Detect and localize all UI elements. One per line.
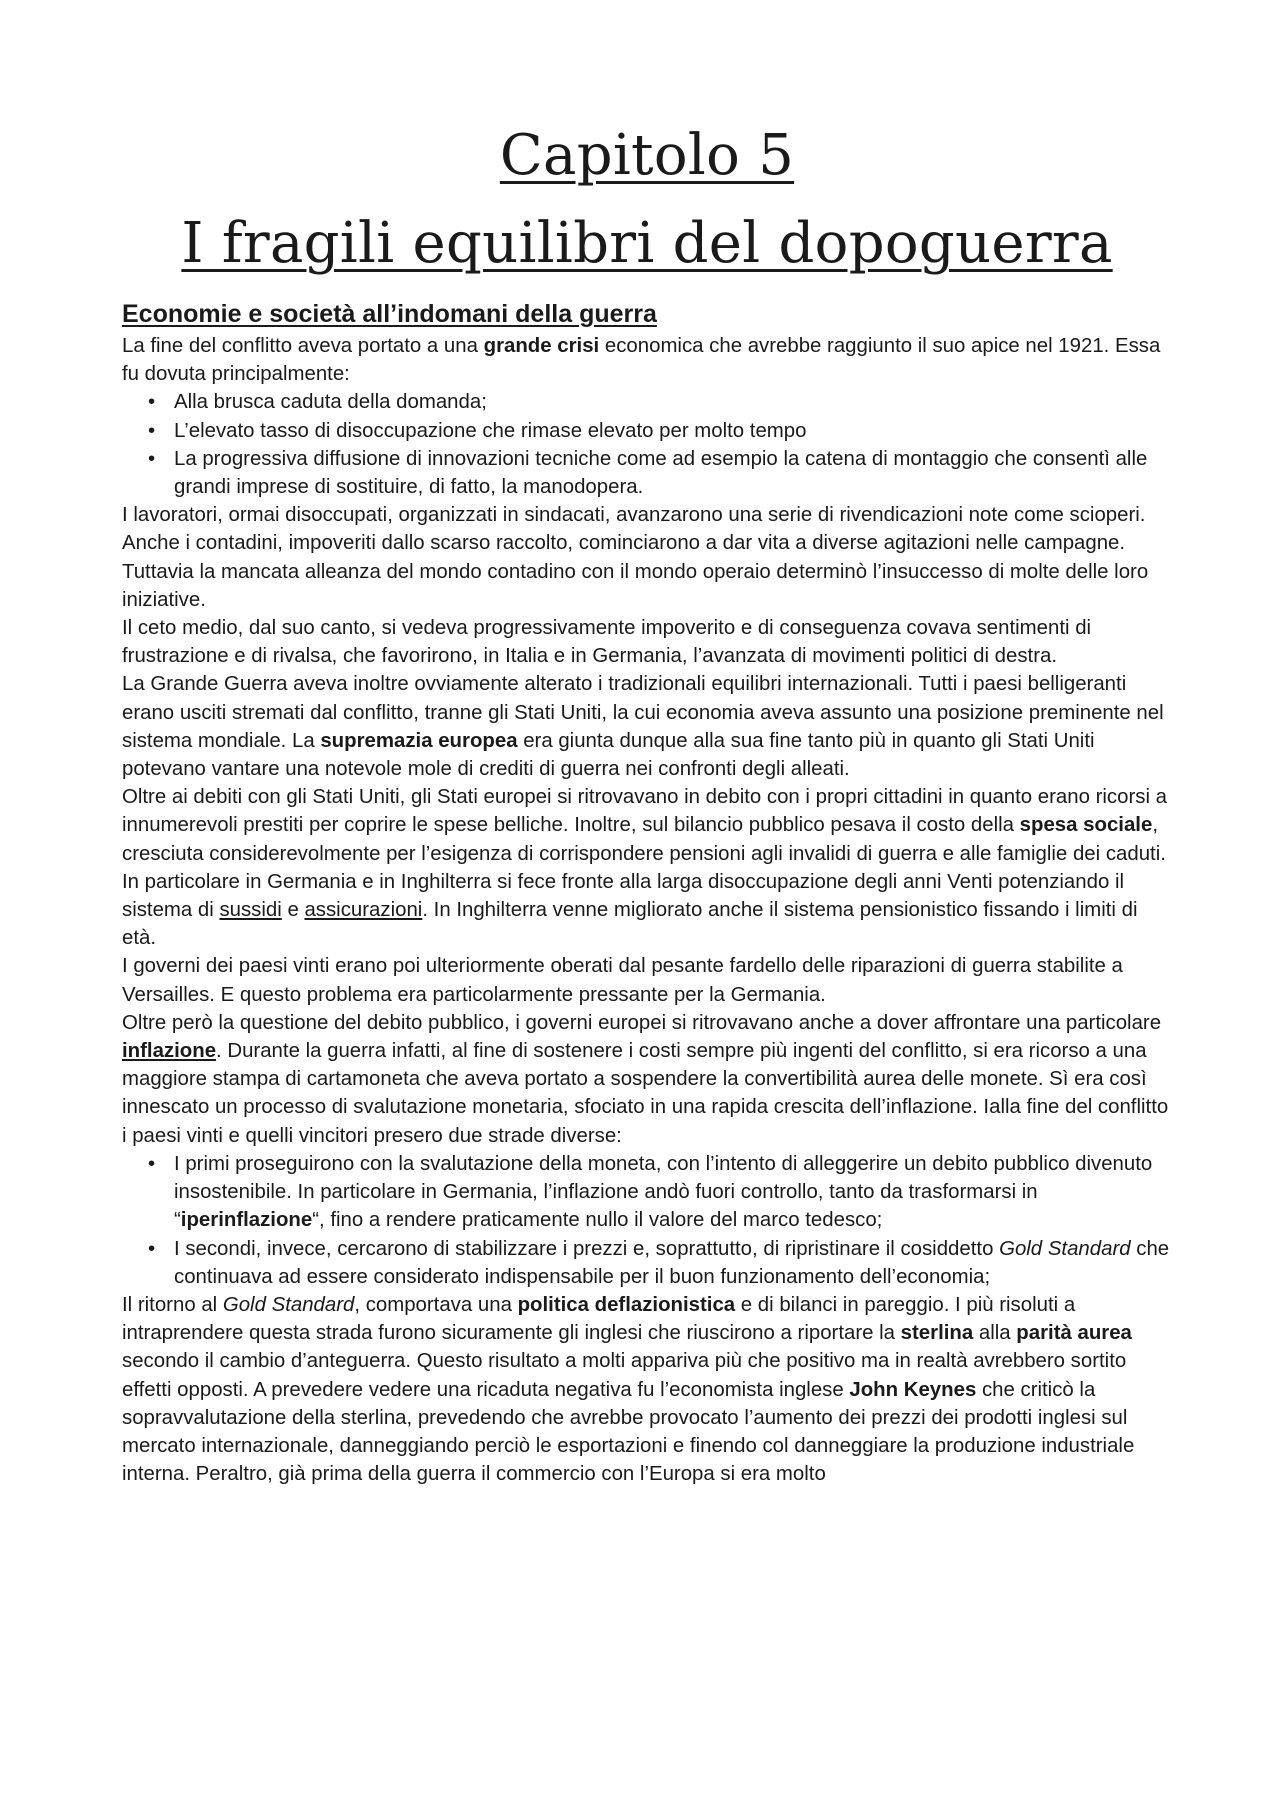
paragraph-7: Oltre però la questione del debito pubblico, i governi europei si ritrovavano anche a dover affrontare una particolare inflazione. Durante la guerra infatti, al fine di sostenere i costi sempre più ingenti del conflitto, si era ricorso a una maggiore stampa di cartamoneta che aveva portato a sospendere la convertibilità aurea delle monete. Sì era così innescato un processo di svalutazione monetaria, sfociato in una rapida crescita dell’inflazione. Ialla fine del conflitto i paesi vinti e quelli vincitori presero due strade diverse:	[122, 1011, 1169, 1147]
chapter-number: Capitolo 5	[499, 123, 795, 188]
paragraph-6: I governi dei paesi vinti erano poi ulteriormente oberati dal pesante fardello delle riparazioni di guerra stabilite a Versailles. E questo problema era particolarmente pressante per la Germania.	[122, 955, 1123, 1006]
list-item: • L’elevato tasso di disoccupazione che rimase elevato per molto tempo	[174, 417, 1172, 445]
paragraph-1: La fine del conflitto aveva portato a una grande crisi economica che avrebbe raggiunto il suo apice nel 1921. Essa fu dovuta principalmente:	[122, 335, 1161, 386]
section-heading: Economie e società all’indomani della guerra	[122, 300, 657, 328]
chapter-subtitle: I fragili equilibri del dopoguerra	[181, 211, 1113, 276]
paragraph-2: I lavoratori, ormai disoccupati, organizzati in sindacati, avanzarono una serie di rivendicazioni note come scioperi. Anche i contadini, impoveriti dallo scarso raccolto, cominciarono a dar vita a diverse agitazioni nelle campagne. Tuttavia la mancata alleanza del mondo contadino con il mondo operaio determinò l’insuccesso di molte delle loro iniziative.	[122, 504, 1149, 611]
bullet-list-2	[122, 1150, 1172, 1291]
paragraph-3: Il ceto medio, dal suo canto, si vedeva progressivamente impoverito e di conseguenza covava sentimenti di frustrazione e di rivalsa, che favorirono, in Italia e in Germania, l’avanzata di movimenti politici di destra.	[122, 617, 1092, 668]
paragraph-4: La Grande Guerra aveva inoltre ovviamente alterato i tradizionali equilibri internazionali. Tutti i paesi belligeranti erano usciti stremati dal conflitto, tranne gli Stati Uniti, la cui economia aveva assunto una posizione preminente nel sistema mondiale. La supremazia europea era giunta dunque alla sua fine tanto più in quanto gli Stati Uniti potevano vantare una notevole mole di crediti di guerra nei confronti degli alleati.	[122, 673, 1164, 781]
bullet-list-1	[122, 388, 1172, 501]
list-item: • Alla brusca caduta della domanda;	[174, 388, 1172, 416]
paragraph-5: Oltre ai debiti con gli Stati Uniti, gli Stati europei si ritrovavano in debito con i propri cittadini in quanto erano ricorsi a innumerevoli prestiti per coprire le spese belliche. Inoltre, sul bilancio pubblico pesava il costo della spesa sociale, cresciuta considerevolmente per l’esigenza di corrispondere pensioni agli invalidi di guerra e alle famiglie dei caduti. In particolare in Germania e in Inghilterra si fece fronte alla larga disoccupazione degli anni Venti potenziando il sistema di sussidi e assicurazioni. In Inghilterra venne migliorato anche il sistema pensionistico fissando i limiti di età.	[122, 786, 1167, 950]
list-item: • La progressiva diffusione di innovazioni tecniche come ad esempio la catena di montaggio che consentì alle grandi imprese di sostituire, di fatto, la manodopera.	[174, 445, 1172, 501]
document-page	[122, 112, 1172, 1488]
paragraph-8: Il ritorno al Gold Standard, comportava una politica deflazionistica e di bilanci in pareggio. I più risoluti a intraprendere questa strada furono sicuramente gli inglesi che riuscirono a riportare la sterlina alla parità aurea secondo il cambio d’anteguerra. Questo risultato a molti appariva più che positivo ma in realtà avrebbero sortito effetti opposti. A prevedere vedere una ricaduta negativa fu l’economista inglese John Keynes che criticò la sopravvalutazione della sterlina, prevedendo che avrebbe provocato l’aumento dei prezzi dei prodotti inglesi sul mercato internazionale, danneggiando perciò le esportazioni e finendo col danneggiare la produzione industriale interna. Peraltro, già prima della guerra il commercio con l’Europa si era molto	[122, 1293, 1135, 1486]
list-item: • I primi proseguirono con la svalutazione della moneta, con l’intento di alleggerire un debito pubblico divenuto insostenibile. In particolare in Germania, l’inflazione andò fuori controllo, tanto da trasformarsi in “iperinflazione“, fino a rendere praticamente nullo il valore del marco tedesco;	[174, 1150, 1172, 1235]
document-body	[122, 332, 1172, 1488]
list-item: • I secondi, invece, cercarono di stabilizzare i prezzi e, soprattutto, di ripristinare il cosiddetto Gold Standard che continuava ad essere considerato indispensabile per il buon funzionamento dell’economia;	[174, 1235, 1172, 1291]
chapter-title	[122, 112, 1172, 288]
